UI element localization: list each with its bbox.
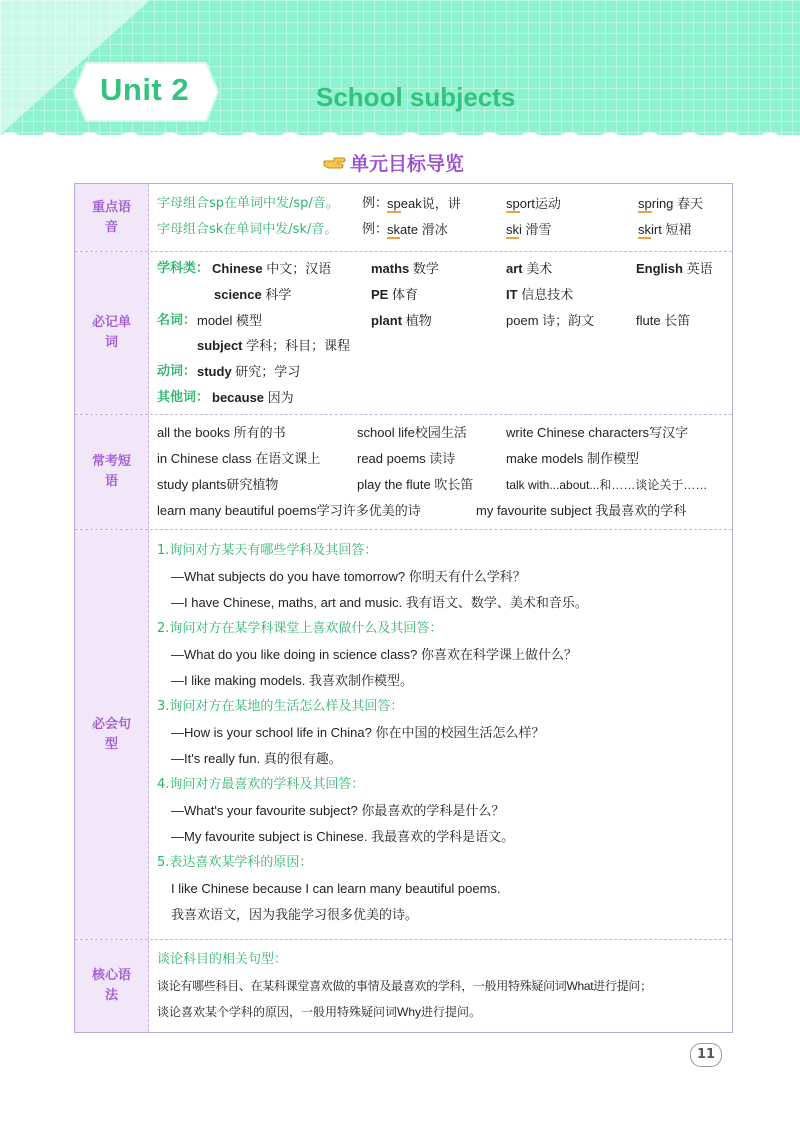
sentence-line: —How is your school life in China? 你在中国的校园生活怎么样？	[171, 725, 545, 740]
category-tag: 名词：	[157, 313, 197, 328]
category-tag: 学科类：	[157, 261, 210, 276]
sentence-line: —What do you like doing in science class? 你喜欢在科学课上做什么？	[171, 647, 578, 662]
vocab-item: English 英语	[636, 261, 713, 276]
phrases-row	[75, 415, 732, 530]
phrase-item: school life校园生活	[357, 425, 467, 440]
vocab-item: subject 学科；科目；课程	[197, 338, 351, 353]
vocab-item: science 科学	[214, 287, 292, 302]
sentence-group-title: 5.表达喜欢某学科的原因：	[157, 855, 313, 870]
phrase-item: all the books 所有的书	[157, 425, 286, 440]
unit-goals-table	[74, 183, 733, 1033]
goal-title: 单元目标导览	[350, 152, 465, 175]
pronunciation-row	[75, 184, 732, 252]
header-wave	[0, 128, 800, 144]
row-label: 核心语法	[91, 968, 131, 1003]
goal-heading	[322, 148, 464, 176]
row-label: 重点语音	[91, 199, 131, 235]
example-word: ski 滑雪	[506, 222, 552, 237]
vocab-item: art 美术	[506, 261, 553, 276]
phrase-item: learn many beautiful poems学习许多优美的诗	[157, 503, 421, 518]
row-label: 必会句型	[91, 716, 131, 752]
vocab-item: PE 体育	[371, 287, 418, 302]
phrase-item: talk with...about...和……谈论关于……	[506, 478, 708, 492]
phrase-item: make models 制作模型	[506, 451, 639, 466]
sentence-line: —What's your favourite subject? 你最喜欢的学科是什么？	[171, 803, 505, 818]
category-tag: 其他词：	[157, 390, 210, 405]
phrase-item: write Chinese characters写汉字	[506, 425, 689, 440]
sentence-group-title: 2.询问对方在某学科课堂上喜欢做什么及其回答：	[157, 621, 443, 636]
example-word: speak说，讲	[387, 196, 461, 211]
row-label: 必记单词	[91, 315, 131, 350]
vocab-item: study 研究；学习	[197, 364, 301, 379]
sentence-group-title: 3.询问对方在某地的生活怎么样及其回答：	[157, 699, 404, 714]
phrase-item: read poems 读诗	[357, 451, 456, 466]
vocab-item: poem 诗；韵文	[506, 313, 595, 328]
vocab-item: flute 长笛	[636, 313, 691, 328]
sentence-line: —I like making models. 我喜欢制作模型。	[171, 673, 413, 688]
sentence-group-title: 4.询问对方最喜欢的学科及其回答：	[157, 777, 365, 792]
vocab-item: model 模型	[197, 313, 263, 328]
example-word: skirt 短裙	[638, 222, 692, 237]
vocab-item: maths 数学	[371, 261, 439, 276]
vocab-item: plant 植物	[371, 313, 432, 328]
sentence-line: —It's really fun. 真的很有趣。	[171, 751, 342, 766]
sentence-group-title: 1.询问对方某天有哪些学科及其回答：	[157, 543, 378, 558]
phrase-item: study plants研究植物	[157, 477, 279, 492]
sentence-line: 我喜欢语文，因为我能学习很多优美的诗。	[171, 907, 419, 922]
grammar-title: 谈论科目的相关句型：	[157, 952, 288, 967]
pointing-hand-icon	[322, 152, 346, 172]
vocab-item: IT 信息技术	[506, 287, 574, 302]
vocab-item: because 因为	[212, 390, 294, 405]
sentence-line: I like Chinese because I can learn many beautiful poems.	[171, 881, 501, 896]
vocab-item: Chinese 中文；汉语	[212, 261, 332, 276]
sentence-line: —I have Chinese, maths, art and music. 我有语文、数学、美术和音乐。	[171, 595, 588, 610]
example-lead: 例：	[362, 196, 389, 211]
page-number: 11	[690, 1043, 722, 1067]
phrase-item: in Chinese class 在语文课上	[157, 451, 321, 466]
phrase-item: my favourite subject 我最喜欢的学科	[476, 503, 687, 518]
phrase-item: play the flute 吹长笛	[357, 477, 474, 492]
unit-label: Unit 2	[100, 72, 190, 107]
example-word: spring 春天	[638, 196, 704, 211]
grammar-line: 谈论喜欢某个学科的原因，一般用特殊疑问词Why进行提问。	[157, 1005, 482, 1019]
sentence-line: —What subjects do you have tomorrow? 你明天有什么学科？	[171, 569, 526, 584]
unit-title: School subjects	[316, 82, 516, 112]
phonics-rule: 字母组合sk在单词中发/sk/音。	[157, 222, 338, 237]
sentences-row	[75, 530, 732, 940]
example-lead: 例：	[362, 222, 389, 237]
row-label: 常考短语	[91, 454, 131, 489]
grammar-row	[75, 940, 732, 1032]
phonics-rule: 字母组合sp在单词中发/sp/音。	[157, 196, 339, 211]
example-word: sport运动	[506, 196, 561, 211]
example-word: skate 滑冰	[387, 222, 448, 237]
vocabulary-row	[75, 252, 732, 415]
sentence-line: —My favourite subject is Chinese. 我最喜欢的学科是语文。	[171, 829, 515, 844]
grammar-line: 谈论有哪些科目、在某科课堂喜欢做的事情及最喜欢的学科，一般用特殊疑问词What进行提问；	[157, 979, 652, 993]
category-tag: 动词：	[157, 364, 197, 379]
